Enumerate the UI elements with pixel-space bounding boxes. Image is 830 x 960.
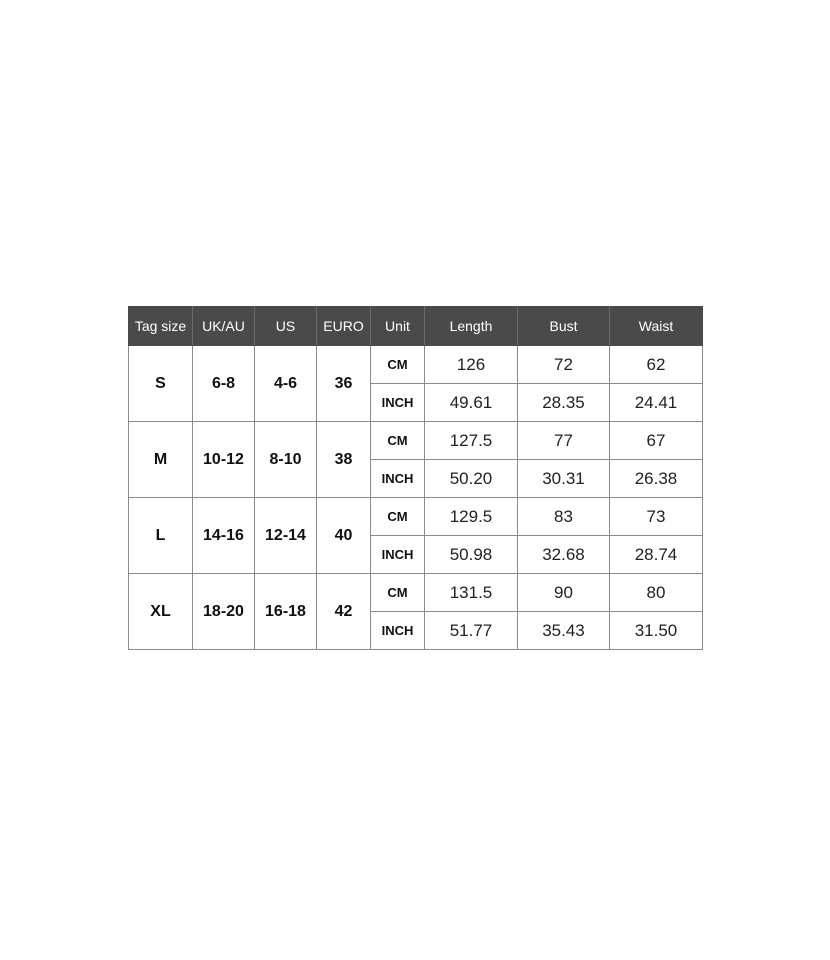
length-cell: 50.20 [425, 460, 518, 498]
header-tag-size: Tag size [129, 307, 193, 346]
euro-cell: 36 [317, 346, 371, 422]
size-chart-body [129, 346, 703, 650]
us-cell: 4-6 [255, 346, 317, 422]
unit-cell: CM [371, 422, 425, 460]
unit-cell: CM [371, 574, 425, 612]
header-uk-au: UK/AU [193, 307, 255, 346]
bust-cell: 77 [518, 422, 610, 460]
waist-cell: 80 [610, 574, 703, 612]
length-cell: 51.77 [425, 612, 518, 650]
tag-size-cell: XL [129, 574, 193, 650]
length-cell: 129.5 [425, 498, 518, 536]
us-cell: 8-10 [255, 422, 317, 498]
bust-cell: 90 [518, 574, 610, 612]
size-chart-header [129, 307, 703, 346]
euro-cell: 42 [317, 574, 371, 650]
waist-cell: 31.50 [610, 612, 703, 650]
bust-cell: 28.35 [518, 384, 610, 422]
header-waist: Waist [610, 307, 703, 346]
header-euro: EURO [317, 307, 371, 346]
header-unit: Unit [371, 307, 425, 346]
length-cell: 49.61 [425, 384, 518, 422]
waist-cell: 24.41 [610, 384, 703, 422]
waist-cell: 28.74 [610, 536, 703, 574]
bust-cell: 35.43 [518, 612, 610, 650]
uk-au-cell: 14-16 [193, 498, 255, 574]
unit-cell: INCH [371, 384, 425, 422]
unit-cell: CM [371, 498, 425, 536]
us-cell: 16-18 [255, 574, 317, 650]
uk-au-cell: 18-20 [193, 574, 255, 650]
waist-cell: 62 [610, 346, 703, 384]
header-row [129, 307, 703, 346]
uk-au-cell: 10-12 [193, 422, 255, 498]
unit-cell: CM [371, 346, 425, 384]
euro-cell: 40 [317, 498, 371, 574]
table-row [129, 498, 703, 536]
length-cell: 131.5 [425, 574, 518, 612]
unit-cell: INCH [371, 536, 425, 574]
uk-au-cell: 6-8 [193, 346, 255, 422]
bust-cell: 72 [518, 346, 610, 384]
table-row [129, 422, 703, 460]
waist-cell: 73 [610, 498, 703, 536]
header-length: Length [425, 307, 518, 346]
length-cell: 127.5 [425, 422, 518, 460]
us-cell: 12-14 [255, 498, 317, 574]
waist-cell: 67 [610, 422, 703, 460]
tag-size-cell: M [129, 422, 193, 498]
bust-cell: 32.68 [518, 536, 610, 574]
length-cell: 50.98 [425, 536, 518, 574]
table-row [129, 574, 703, 612]
bust-cell: 30.31 [518, 460, 610, 498]
unit-cell: INCH [371, 460, 425, 498]
euro-cell: 38 [317, 422, 371, 498]
header-us: US [255, 307, 317, 346]
size-chart-table [128, 306, 703, 650]
bust-cell: 83 [518, 498, 610, 536]
waist-cell: 26.38 [610, 460, 703, 498]
tag-size-cell: S [129, 346, 193, 422]
table-row [129, 346, 703, 384]
unit-cell: INCH [371, 612, 425, 650]
header-bust: Bust [518, 307, 610, 346]
length-cell: 126 [425, 346, 518, 384]
tag-size-cell: L [129, 498, 193, 574]
